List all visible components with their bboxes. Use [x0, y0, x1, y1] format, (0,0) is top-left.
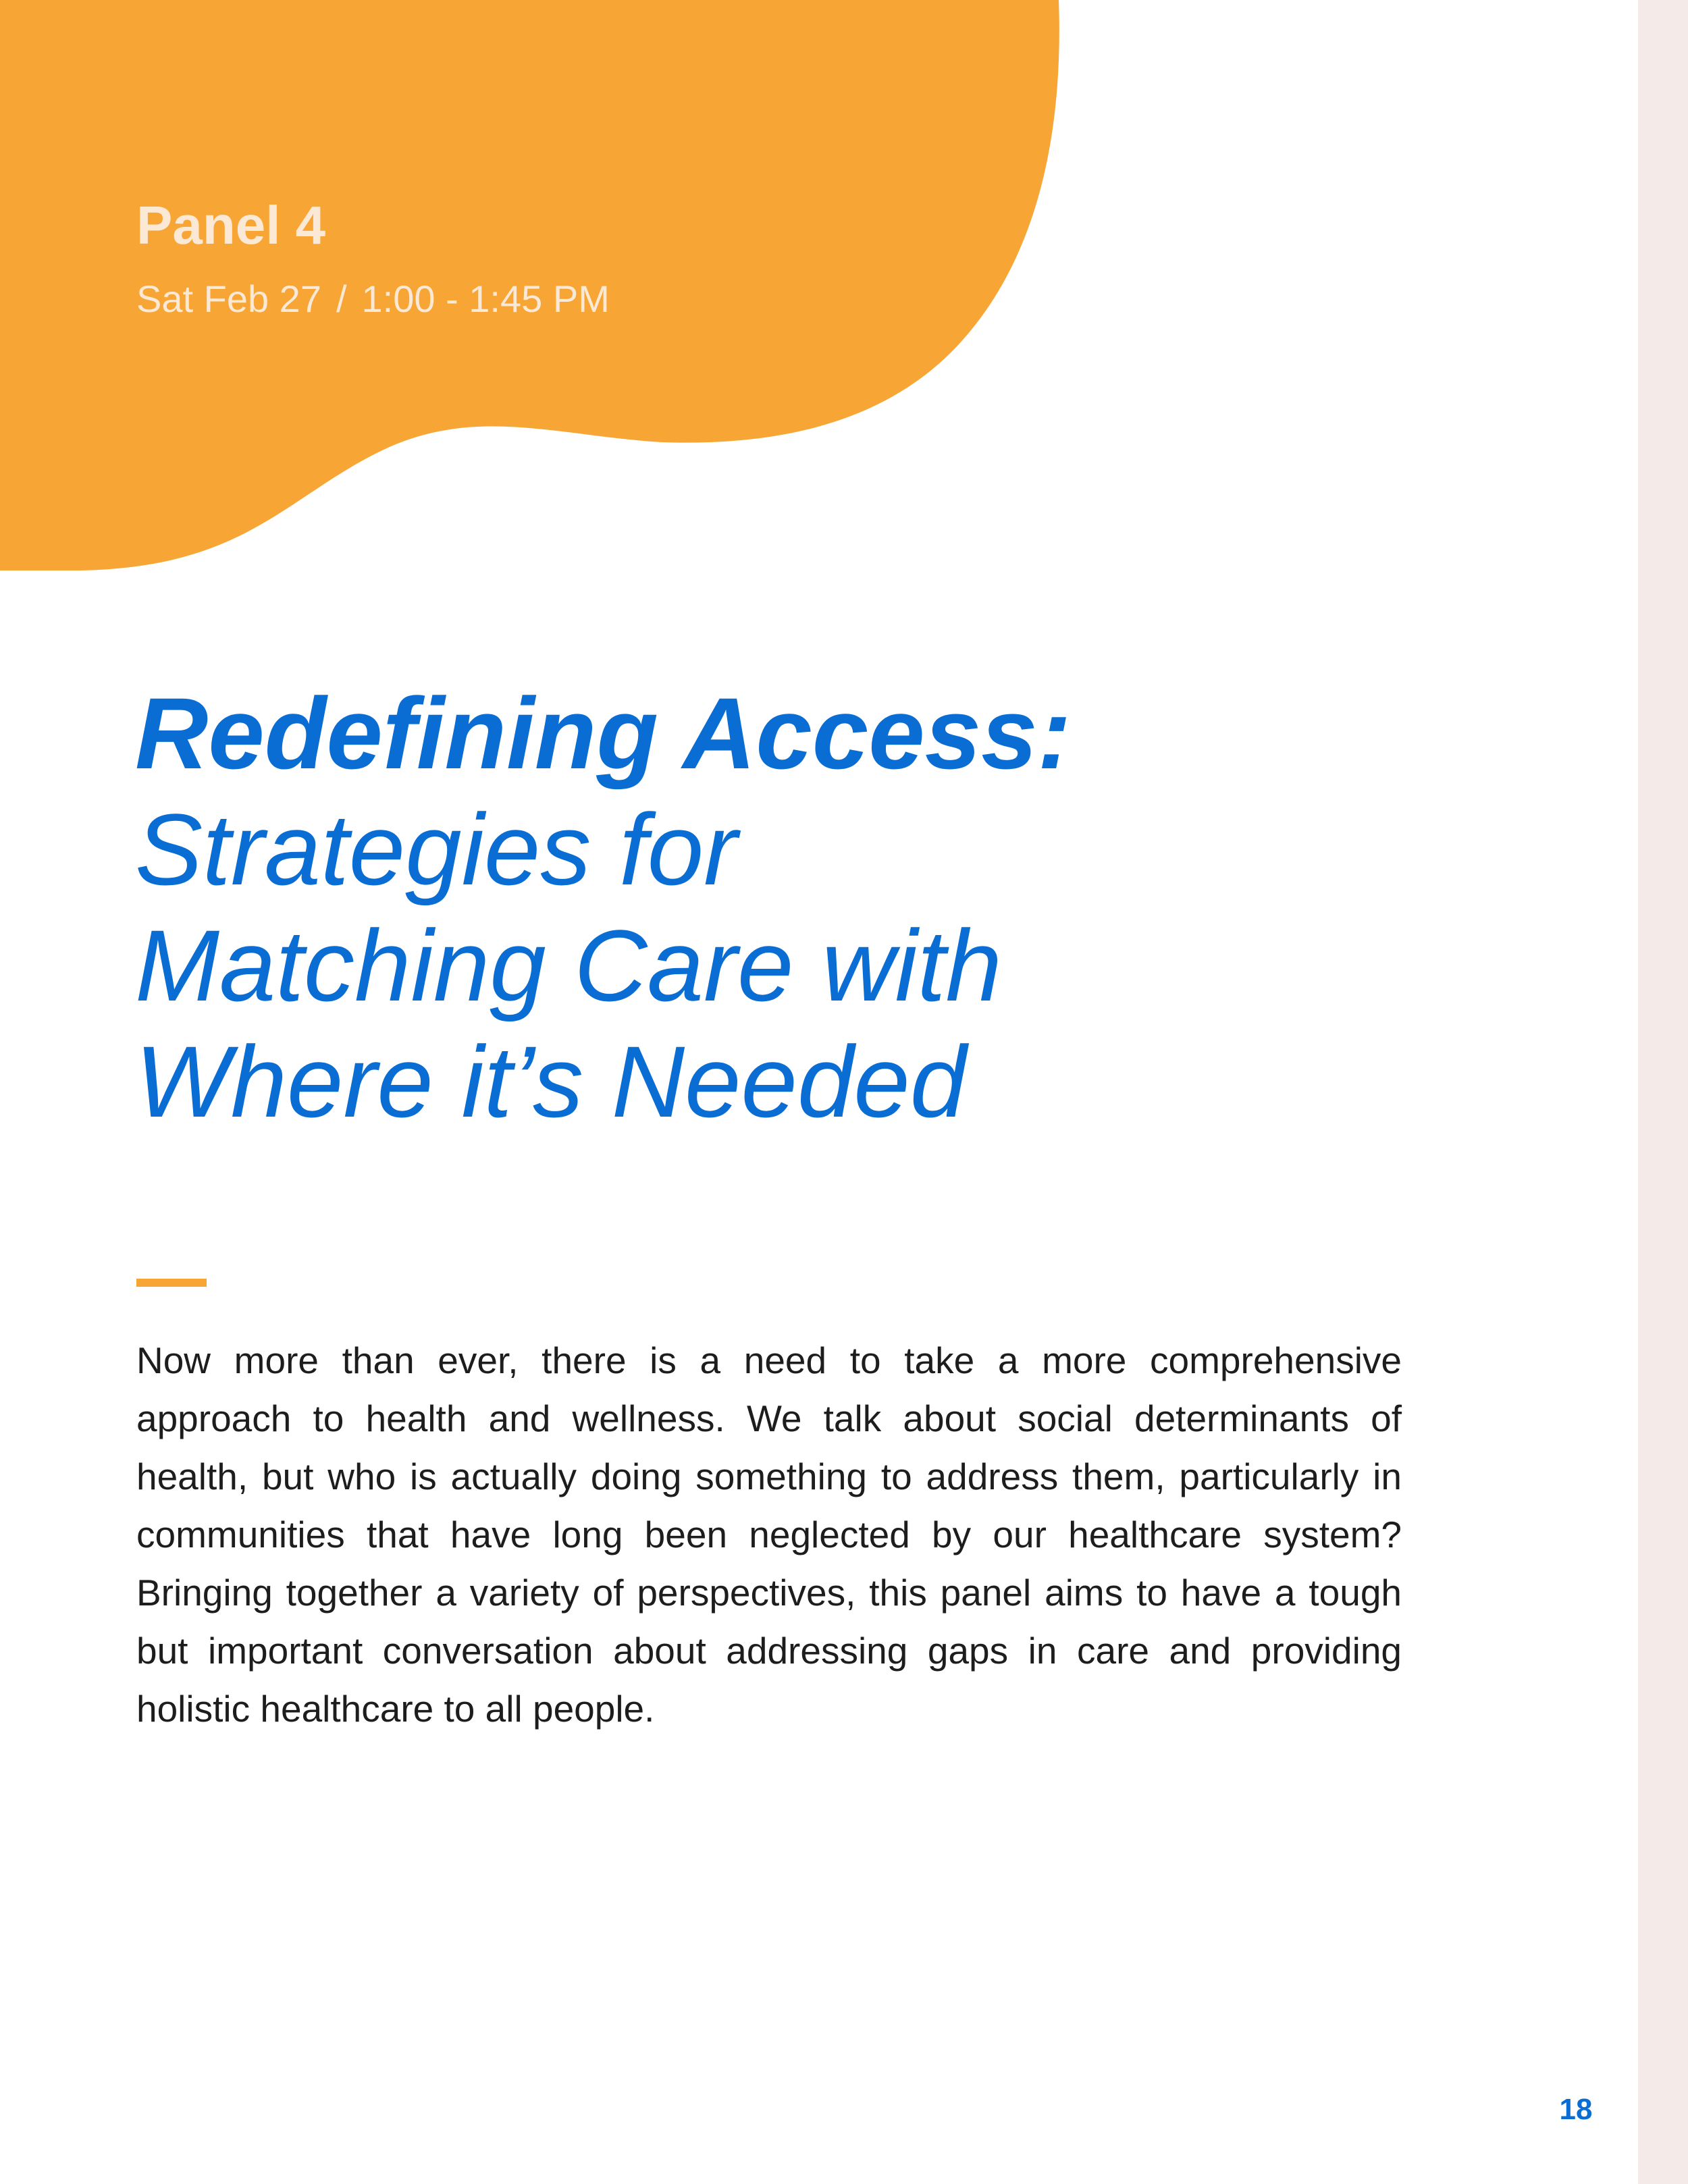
panel-date: Sat Feb 27 — [136, 277, 321, 320]
title-line-2: Strategies for — [135, 793, 738, 906]
accent-divider — [136, 1279, 207, 1287]
page-title — [135, 675, 1418, 1140]
title-line-1: Redefining Access: — [135, 676, 1072, 790]
panel-time: 1:00 - 1:45 PM — [361, 277, 610, 320]
panel-label: Panel 4 — [136, 195, 326, 255]
page-number: 18 — [1559, 2093, 1593, 2126]
title-line-3: Matching Care with — [135, 909, 1002, 1022]
title-line-4: Where it’s Needed — [135, 1025, 967, 1138]
panel-datetime — [136, 278, 610, 320]
date-time-separator: / — [336, 277, 347, 320]
side-strip — [1638, 0, 1688, 2184]
description-paragraph: Now more than ever, there is a need to take a more comprehensive approach to health and wellness. We talk about social determinants of health, but who is actually doing something to address them, particularly in communities that have long been neglected by our healthcare system? Bringing together a variety of perspectives, this panel aims to have a tough but important conversation about addressing gaps in care and providing holistic healthcare to all people. — [136, 1339, 1402, 1730]
